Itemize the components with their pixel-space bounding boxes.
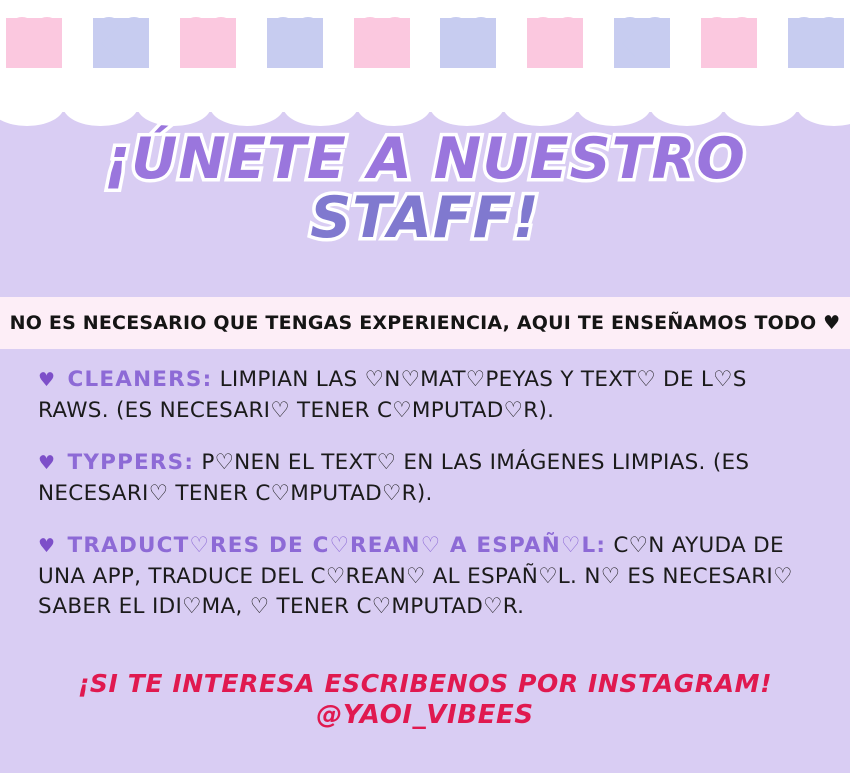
bullet-heart-icon: ♥ [38,369,56,391]
subtitle-text: NO ES NECESARIO QUE TENGAS EXPERIENCIA, AQUI TE ENSEÑAMOS TODO ♥ [9,312,841,334]
heart-icon [180,18,236,68]
scalloped-edge [0,86,850,132]
heart-icon [440,18,496,68]
role-description: P♡NEN EL TEXT♡ EN LAS IMÁGENES LIMPIAS. (ES NECESARI♡ TENER C♡MPUTAD♡R). [38,450,750,506]
subtitle-band [0,297,850,349]
instagram-handle[interactable]: @YAOI_VIBEES [316,700,534,731]
bullet-heart-icon: ♥ [38,535,56,558]
title-line-1: ¡ÚNETE A NUESTRO [104,126,746,192]
heart-icon [527,18,583,68]
heart-icon [93,18,149,68]
heart-icon [701,18,757,68]
call-to-action-text: ¡SI TE INTERESA ESCRIBENOS POR INSTAGRAM! [77,669,773,698]
bullet-heart-icon: ♥ [38,452,56,475]
list-item [38,531,812,623]
footer [0,668,850,732]
role-name: CLEANERS: [67,367,213,392]
list-item [38,365,812,426]
heart-icon [6,18,62,68]
role-name: TYPPERS: [67,450,195,476]
title-line-2: STAFF! [310,184,540,251]
heart-icon [354,18,410,68]
roles-list [0,365,850,645]
heart-icon [267,18,323,68]
role-description: C♡N AYUDA DE UNA APP, TRADUCE DEL C♡REAN♡ AL ESPAÑ♡L. N♡ ES NECESARI♡ SABER EL IDI♡MA, ♡ TENER C♡MPUTAD♡R. [38,533,793,620]
heart-decoration-row [0,18,850,78]
heart-icon [788,18,844,68]
heart-icon [614,18,670,68]
list-item [38,448,812,509]
role-name: TRADUCT♡RES DE C♡REAN♡ A ESPAÑ♡L: [67,533,607,559]
page-title [0,126,850,251]
role-description: LIMPIAN LAS ♡N♡MAT♡PEYAS Y TEXT♡ DE L♡S RAWS. (ES NECESARI♡ TENER C♡MPUTAD♡R). [38,367,747,423]
